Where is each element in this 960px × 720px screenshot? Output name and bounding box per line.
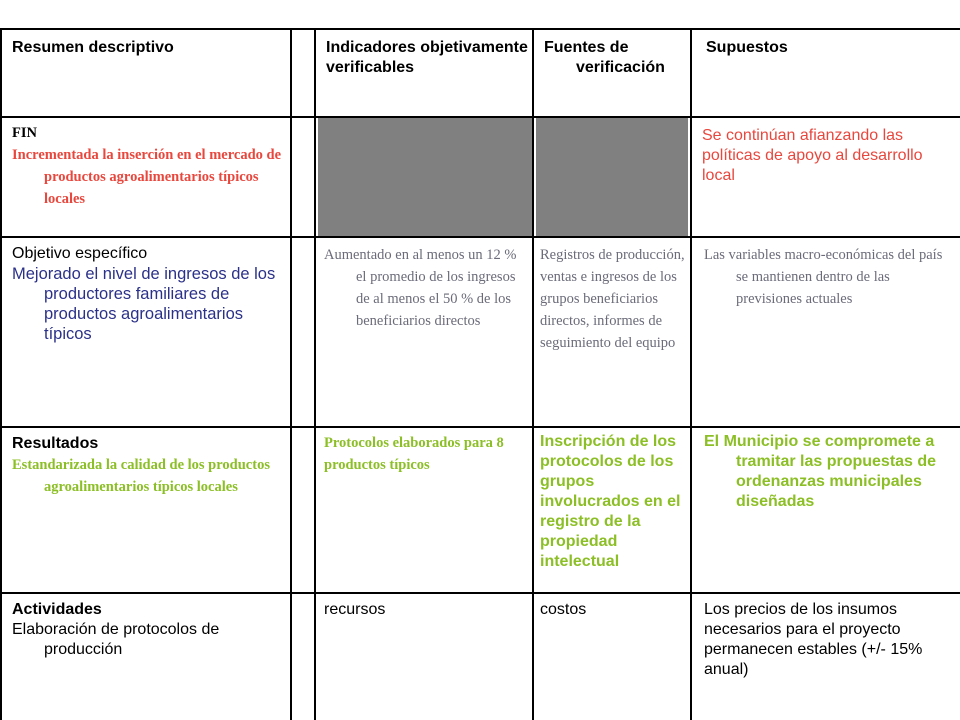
objetivo-sources-cell bbox=[534, 238, 690, 426]
header-supuestos bbox=[692, 30, 960, 116]
objetivo-indicators-text: Aumentado en al menos un 12 % el promedio de los ingresos de al menos el 50 % de los beneficiarios directos bbox=[324, 247, 517, 329]
header-fuentes bbox=[534, 30, 690, 116]
resultados-indicators-text: Protocolos elaborados para 8 productos típicos bbox=[324, 435, 504, 473]
resultados-summary-cell bbox=[2, 428, 290, 592]
resultados-sources-cell bbox=[534, 428, 690, 592]
resultados-sources-text: Inscripción de los protocolos de los grupos involucrados en el registro de la propiedad intelectual bbox=[540, 433, 681, 570]
resultados-indicators-cell bbox=[316, 428, 532, 592]
fin-summary-text: Incrementada la inserción en el mercado de productos agroalimentarios típicos locales bbox=[12, 147, 282, 207]
resultados-summary-text: Estandarizada la calidad de los productos agroalimentarios típicos locales bbox=[12, 457, 270, 495]
objetivo-summary-cell bbox=[2, 238, 290, 426]
resultados-label: Resultados bbox=[12, 435, 99, 452]
actividades-summary-cell bbox=[2, 594, 290, 720]
fin-sources-empty-cell bbox=[536, 118, 688, 236]
actividades-assumptions-text: Los precios de los insumos necesarios para el proyecto permanecen estables (+/- 15% anual) bbox=[704, 601, 923, 678]
objetivo-assumptions-text: Las variables macro-económicas del país se mantienen dentro de las previsiones actuales bbox=[704, 247, 943, 307]
header-indicadores bbox=[316, 30, 532, 116]
objetivo-sources-text: Registros de producción, ventas e ingresos de los grupos beneficiarios directos, informes de seguimiento del equipo bbox=[540, 247, 685, 351]
actividades-sources-text: costos bbox=[540, 601, 587, 618]
fin-summary-cell bbox=[2, 118, 290, 236]
header-col3-line1: Fuentes de bbox=[544, 39, 629, 56]
objetivo-label: Objetivo específico bbox=[12, 245, 148, 262]
actividades-summary-text: Elaboración de protocolos de producción bbox=[12, 621, 220, 658]
column-divider-2a bbox=[290, 28, 292, 720]
header-col4-text: Supuestos bbox=[706, 39, 788, 56]
header-col1-text: Resumen descriptivo bbox=[12, 39, 174, 56]
actividades-assumptions-cell bbox=[692, 594, 960, 720]
actividades-sources-cell bbox=[534, 594, 690, 720]
fin-label: FIN bbox=[12, 125, 37, 141]
fin-indicators-empty-cell bbox=[318, 118, 532, 236]
header-col3-line2: verificación bbox=[576, 59, 665, 76]
actividades-indicators-cell bbox=[316, 594, 532, 720]
fin-assumptions-text: Se continúan afianzando las políticas de apoyo al desarrollo local bbox=[702, 127, 923, 184]
objetivo-indicators-cell bbox=[316, 238, 532, 426]
objetivo-summary-text: Mejorado el nivel de ingresos de los productores familiares de productos agroalimentarios típicos bbox=[12, 265, 276, 343]
actividades-label: Actividades bbox=[12, 601, 102, 618]
header-col2-text: Indicadores objetivamente verificables bbox=[326, 39, 528, 76]
header-resumen-descriptivo bbox=[2, 30, 290, 116]
fin-assumptions-cell bbox=[692, 118, 960, 236]
resultados-assumptions-text: El Municipio se compromete a tramitar las propuestas de ordenanzas municipales diseñadas bbox=[704, 433, 937, 510]
objetivo-assumptions-cell bbox=[692, 238, 960, 426]
resultados-assumptions-cell bbox=[692, 428, 960, 592]
actividades-indicators-text: recursos bbox=[324, 601, 386, 618]
